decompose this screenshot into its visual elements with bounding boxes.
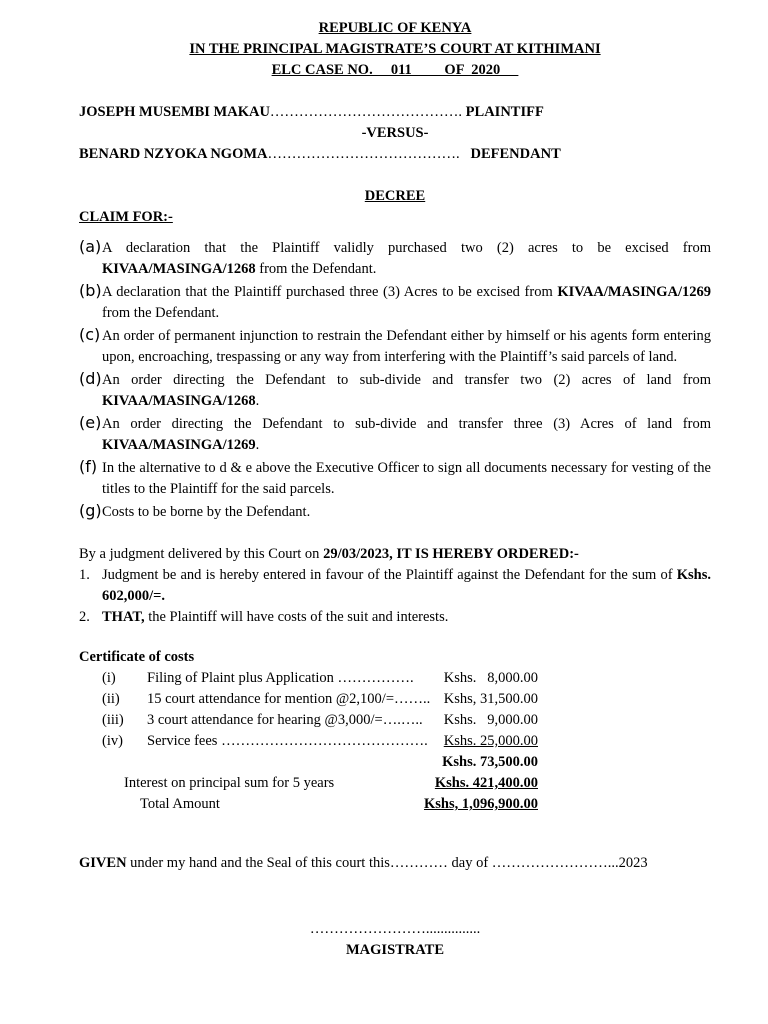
claim-label: (e) xyxy=(79,413,102,432)
claim-item-e: (e) An order directing the Defendant to sub-divide and transfer three (3) Acres of land from KIVAA/MASINGA/1269. xyxy=(79,413,711,453)
defendant-dots: …………………………………. xyxy=(267,146,460,162)
plaintiff-line xyxy=(79,102,711,123)
decree-title: DECREE xyxy=(364,188,426,204)
cost-subtotal-row xyxy=(79,752,711,773)
claim-item-b: (b) A declaration that the Plaintiff purchased three (3) Acres to be excised from KIVAA/MASINGA/1269 from the Defendant. xyxy=(79,281,711,321)
cost-row: (iv) Service fees ……………………………………. Kshs. 25,000.00 xyxy=(102,733,538,749)
claim-label: (b) xyxy=(79,281,102,300)
claim-label: (c) xyxy=(79,325,101,344)
claim-label: (f) xyxy=(79,457,98,476)
claim-item-a: (a) A declaration that the Plaintiff validly purchased two (2) acres to be excised from KIVAA/MASINGA/1268 from the Defendant. xyxy=(79,237,711,277)
cost-total: Kshs, 1,096,900.00 xyxy=(423,796,538,812)
defendant-line xyxy=(79,144,711,165)
claim-item-c: (c) An order of permanent injunction to restrain the Defendant either by himself or his agents form entering upon, encroaching, trespassing or any way from interfering with the Plaintiff’s said parcels of land. xyxy=(79,325,711,365)
order-item-2: 2. THAT, the Plaintiff will have costs of the suit and interests. xyxy=(79,609,449,625)
cost-row: (i) Filing of Plaint plus Application ……………. Kshs. 8,000.00 xyxy=(102,670,538,686)
given-statement: GIVEN under my hand and the Seal of this court this………… day of ……………………...2023 xyxy=(79,855,648,871)
claim-label: (d) xyxy=(79,369,102,388)
claim-item-g: (g) Costs to be borne by the Defendant. xyxy=(79,501,311,520)
judgment-date: 29/03/2023 xyxy=(323,546,390,562)
magistrate-title: MAGISTRATE xyxy=(345,942,445,958)
cost-interest: Kshs. 421,400.00 xyxy=(434,775,538,791)
claim-item-f: (f) In the alternative to d & e above the Executive Officer to sign all documents necessary for vesting of the titles to the Plaintiff for the said parcels. xyxy=(79,457,711,497)
header-republic: REPUBLIC OF KENYA xyxy=(318,20,472,36)
versus-label: -VERSUS- xyxy=(361,125,429,141)
claim-label: (a) xyxy=(79,237,102,256)
claim-item-d: (d) An order directing the Defendant to sub-divide and transfer two (2) acres of land from KIVAA/MASINGA/1268. xyxy=(79,369,711,409)
defendant-role: DEFENDANT xyxy=(470,146,561,162)
header-court: IN THE PRINCIPAL MAGISTRATE’S COURT AT KITHIMANI xyxy=(189,41,601,57)
costs-heading: Certificate of costs xyxy=(79,649,195,665)
decree-document xyxy=(79,18,711,961)
header-case-no: ELC CASE NO. 011 OF 2020 xyxy=(271,62,519,78)
cost-interest-row: Interest on principal sum for 5 years Kshs. 421,400.00 xyxy=(79,773,711,794)
claims-list xyxy=(79,238,711,523)
plaintiff-dots: …………………………………. xyxy=(269,104,463,120)
claim-label: (g) xyxy=(79,501,102,520)
judgment-statement: By a judgment delivered by this Court on 29/03/2023, IT IS HEREBY ORDERED:- xyxy=(79,546,579,562)
cost-row: (iii) 3 court attendance for hearing @3,000/=….….. Kshs. 9,000.00 xyxy=(102,712,538,728)
cost-row: (ii) 15 court attendance for mention @2,100/=…….. Kshs, 31,500.00 xyxy=(102,691,538,707)
signature-line: ……………………............... xyxy=(309,921,481,937)
defendant-name: BENARD NZYOKA NGOMA xyxy=(79,146,268,162)
cost-total-row: Total Amount Kshs, 1,096,900.00 xyxy=(79,794,711,815)
order-item-1: 1. Judgment be and is hereby entered in favour of the Plaintiff against the Defendant for the sum of Kshs. 602,000/=. xyxy=(79,567,711,604)
plaintiff-name: JOSEPH MUSEMBI MAKAU xyxy=(79,104,270,120)
claim-heading: CLAIM FOR:- xyxy=(79,209,173,225)
cost-subtotal: Kshs. 73,500.00 xyxy=(442,754,538,770)
plaintiff-role: PLAINTIFF xyxy=(465,104,544,120)
